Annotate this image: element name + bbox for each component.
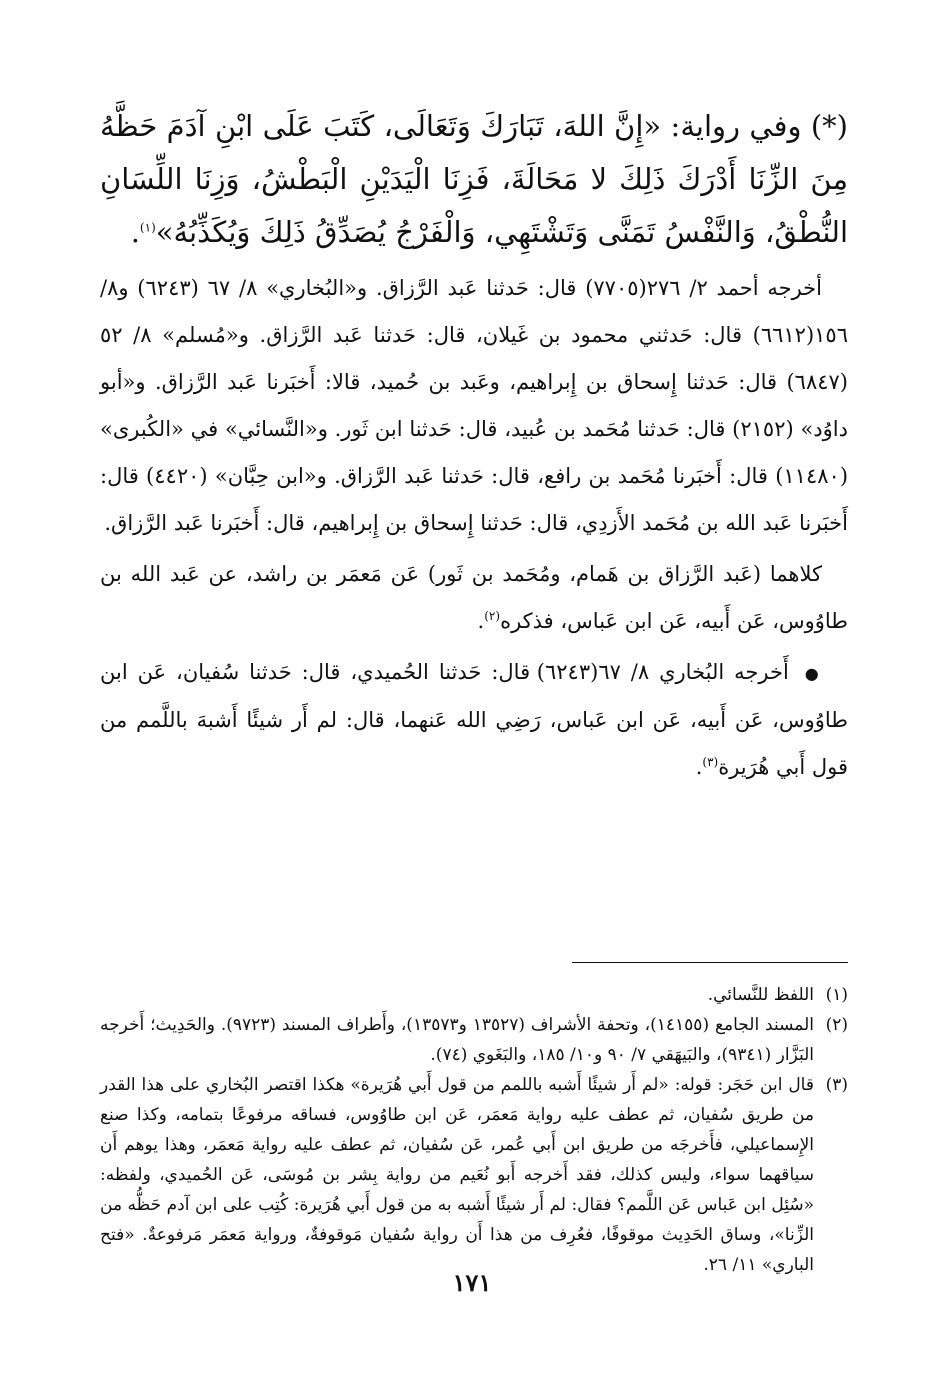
bullet-icon: ●: [804, 664, 822, 683]
footnotes: [100, 980, 848, 1280]
footnote-text: قال ابن حَجَر: قوله: «لم أَر شيئًا أَشبه باللمم من قول أَبي هُرَيرة» هكذا اقتصر البُخاري على هذا القدر من طريق سُفيان، ثم عطف عليه رواية مَعمَر، عَن ابن طاوُوس، فساقه مرفوعًا بتمامه، وكذا صنع الإِسماعيلي، فأَخرجَه من طريق ابن أَبي عُمر، عَن سُفيان، ثم عطف عليه رواية مَعمَر، وهذا يوهم أَن سياقهما سواء، وليس كذلك، فقد أَخرجه أَبو نُعَيم من رواية بِشر بن مُوسَى، عَن الحُميدي، ولفظه: «سُئِل ابن عَباس عَن اللَّمم؟ فقال: لم أَر شيئًا أَشبه به من قول أَبي هُرَيرة: كُتِب على ابن آدم حَظُّه من الزِّنا»، وساق الحَدِيث موقوفًا، فعُرِف من هذا أَن رواية سُفيان مَوقوفةٌ، ورواية مَعمَر مَرفوعةٌ. «فتح الباري» ١١/ ٢٦.: [100, 1075, 814, 1275]
isnad-paragraph: كلاهما (عَبد الرَّزاق بن هَمام، ومُحَمد بن ثَور) عَن مَعمَر بن راشد، عن عَبد الله بن طاوُوس، عَن أَبيه، عَن ابن عَباس، فذكره$^{(٢)}$.: [100, 562, 848, 633]
footnote-number: (٢): [825, 1015, 848, 1035]
takhrij-paragraph: أخرجه أحمد ٢/ ٢٧٦(٧٧٠٥) قال: حَدثنا عَبد الرَّزاق. و«البُخاري» ٨/ ٦٧ (٦٢٤٣) و٨/ ١٥٦(٦٦١٢) قال: حَدثني محمود بن غَيلان، قال: حَدثنا عَبد الرَّزاق. و«مُسلم» ٨/ ٥٢ (٦٨٤٧) قال: حَدثنا إِسحاق بن إِبراهيم، وعَبد بن حُميد، قالا: أَخبَرنا عَبد الرَّزاق. و«أبو داوُد» (٢١٥٢) قال: حَدثنا مُحَمد بن عُبيد، قال: حَدثنا ابن ثَور. و«النَّسائي» في «الكُبرى» (١١٤٨٠) قال: أَخبَرنا مُحَمد بن رافع، قال: حَدثنا عَبد الرَّزاق. و«ابن حِبَّان» (٤٤٢٠) قال: أَخبَرنا عَبد الله بن مُحَمد الأَزدِي، قال: حَدثنا إِسحاق بن إِبراهيم، قال: أَخبَرنا عَبد الرَّزاق.: [100, 276, 849, 535]
footnote-ref-1[interactable]: (١): [139, 220, 156, 235]
footnote-ref-3[interactable]: (٣): [702, 755, 719, 769]
hadith-matn: (*) وفي رواية: «إِنَّ اللهَ، تَبَارَكَ وَتَعَالَى، كَتَبَ عَلَى ابْنِ آدَمَ حَظَّهُ مِنَ الزِّنَا أَدْرَكَ ذَلِكَ لا مَحَالَةَ، فَزِنَا الْيَدَيْنِ الْبَطْشُ، وَزِنَا اللِّسَانِ النُّطْقُ، وَالنَّفْسُ تَمَنَّى وَتَشْتَهِي، وَالْفَرْجُ يُصَدِّقُ ذَلِكَ وَيُكَذِّبُهُ»: [100, 109, 848, 249]
footnote-2: [100, 1010, 848, 1070]
footnote-number: (٣): [825, 1075, 848, 1095]
isnad-text: كلاهما (عَبد الرَّزاق بن هَمام، ومُحَمد بن ثَور) عَن مَعمَر بن راشد، عن عَبد الله بن طاوُوس، عَن أَبيه، عَن ابن عَباس، فذكره: [100, 562, 848, 633]
footnote-ref-2[interactable]: (٢): [484, 609, 501, 623]
footnote-3: [100, 1070, 848, 1280]
page-body: [100, 100, 849, 1275]
bukhari-paragraph: ● أَخرجه البُخاري ٨/ ٦٧(٦٢٤٣) قال: حَدثنا الحُميدي، قال: حَدثنا سُفيان، عَن ابن طاوُوس، عَن أَبيه، عَن ابن عَباس، رَضِي الله عَنهما، قال: لم أَر شيئًا أَشبهَ باللَّمم من قول أَبي هُرَيرة$^{(٣)}$.: [100, 660, 848, 779]
footnote-number: (١): [825, 985, 848, 1005]
footnote-1: [100, 980, 848, 1010]
hadith-text: (*) وفي رواية: «إِنَّ اللهَ، تَبَارَكَ وَتَعَالَى، كَتَبَ عَلَى ابْنِ آدَمَ حَظَّهُ مِنَ الزِّنَا أَدْرَكَ ذَلِكَ لا مَحَالَةَ، فَزِنَا الْيَدَيْنِ الْبَطْشُ، وَزِنَا اللِّسَانِ النُّطْقُ، وَالنَّفْسُ تَمَنَّى وَتَشْتَهِي، وَالْفَرْجُ يُصَدِّقُ ذَلِكَ وَيُكَذِّبُهُ»$^{(١)}$.: [100, 109, 848, 249]
footnote-text: المسند الجامع (١٤١٥٥)، وتحفة الأشراف (١٣٥٢٧ و١٣٥٧٣)، وأَطراف المسند (٩٧٢٣). والحَدِيث؛ أَخرجه البَزَّار (٩٣٤١)، والبَيهَقي ٧/ ٩٠ و١٠/ ١٨٥، والبَغَوي (٧٤).: [100, 1015, 814, 1065]
footnote-text: اللفظ للنَّسائي.: [707, 985, 814, 1005]
footnote-divider: [572, 962, 848, 963]
bukhari-text: أَخرجه البُخاري ٨/ ٦٧(٦٢٤٣) قال: حَدثنا الحُميدي، قال: حَدثنا سُفيان، عَن ابن طاوُوس، عَن أَبيه، عَن ابن عَباس، رَضِي الله عَنهما، قال: لم أَر شيئًا أَشبهَ باللَّمم من قول أَبي هُرَيرة: [100, 660, 848, 779]
page-number: ١٧١: [452, 1268, 492, 1297]
